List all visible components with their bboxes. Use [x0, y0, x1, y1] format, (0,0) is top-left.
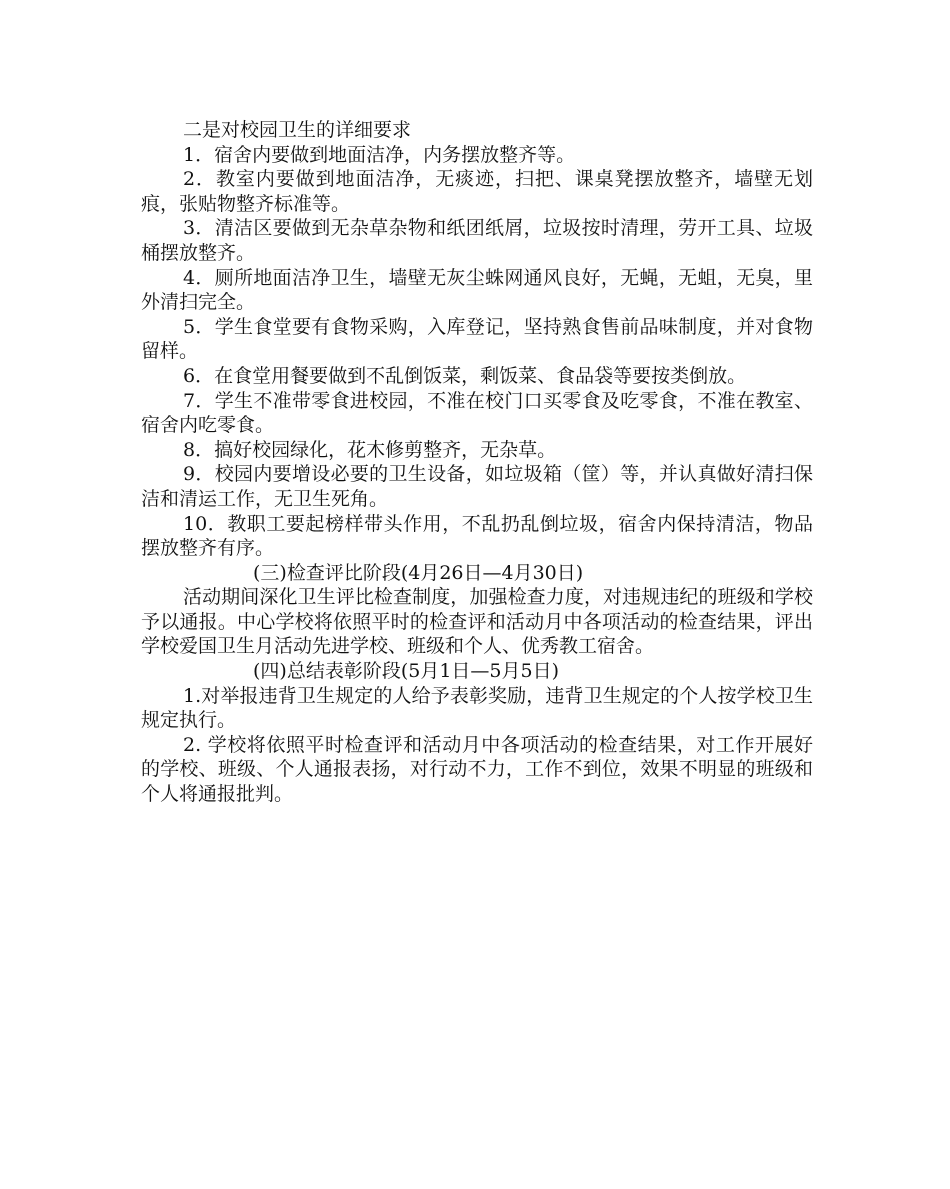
list-item: 8．搞好校园绿化，花木修剪整齐，无杂草。 — [183, 438, 557, 461]
list-item: 7．学生不准带零食进校园，不准在校门口买零食及吃零食，不准在教室、宿舍内吃零食。 — [141, 389, 813, 437]
document-body — [141, 118, 813, 807]
stage3-title: (三)检查评比阶段(4月26日—4月30日) — [253, 561, 584, 584]
list-item: 10．教职工要起榜样带头作用，不乱扔乱倒垃圾，宿舍内保持清洁，物品摆放整齐有序。 — [141, 512, 813, 560]
list-item: 1．宿舍内要做到地面洁净，内务摆放整齐等。 — [183, 143, 576, 166]
stage4-title: (四)总结表彰阶段(5月1日—5月5日) — [253, 660, 560, 683]
list-item: 2．教室内要做到地面洁净，无痰迹，扫把、课桌凳摆放整齐，墙壁无划痕，张贴物整齐标准等。 — [141, 168, 813, 215]
list-item: 9．校园内要增设必要的卫生设备，如垃圾箱（筐）等，并认真做好清扫保洁和清运工作，无卫生死角。 — [141, 463, 813, 510]
list-item: 4．厕所地面洁净卫生，墙壁无灰尘蛛网通风良好，无蝇，无蛆，无臭，里外清扫完全。 — [141, 266, 813, 314]
list-item: 6．在食堂用餐要做到不乱倒饭菜，剩饭菜、食品袋等要按类倒放。 — [183, 364, 747, 387]
list-item: 1.对举报违背卫生规定的人给予表彰奖励，违背卫生规定的个人按学校卫生规定执行。 — [141, 684, 813, 732]
stage3-body: 活动期间深化卫生评比检查制度，加强检查力度，对违规违纪的班级和学校予以通报。中心学校将依照平时的检查评和活动月中各项活动的检查结果，评出学校爱国卫生月活动先进学校、班级和个人、优秀教工宿舍。 — [141, 586, 813, 658]
list-item: 5．学生食堂要有食物采购，入库登记，坚持熟食售前品味制度，并对食物留样。 — [141, 315, 813, 363]
list-item: 3．清洁区要做到无杂草杂物和纸团纸屑，垃圾按时清理，劳开工具、垃圾桶摆放整齐。 — [141, 217, 813, 264]
section-heading: 二是对校园卫生的详细要求 — [183, 119, 412, 141]
list-item: 2. 学校将依照平时检查评和活动月中各项活动的检查结果，对工作开展好的学校、班级、个人通报表扬，对行动不力，工作不到位，效果不明显的班级和个人将通报批判。 — [141, 733, 813, 806]
